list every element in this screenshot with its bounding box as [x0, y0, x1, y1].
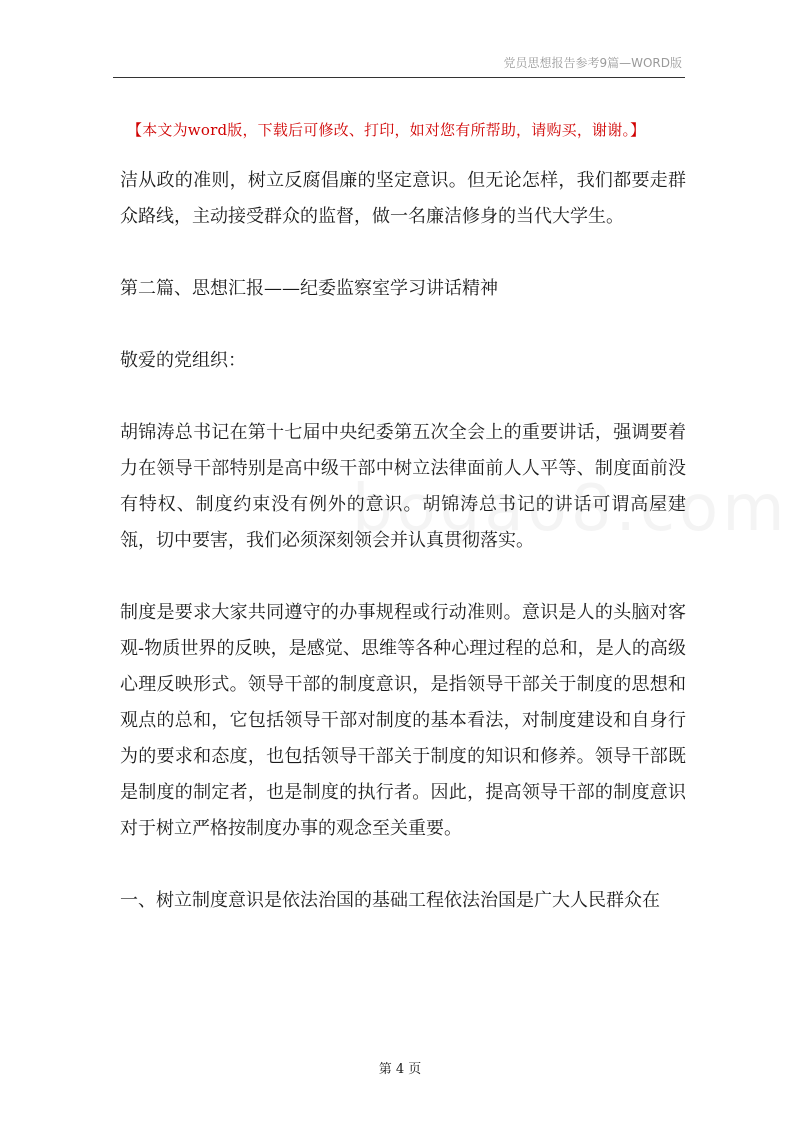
document-body — [120, 163, 686, 919]
page-header — [113, 50, 685, 78]
paragraph-3: 制度是要求大家共同遵守的办事规程或行动准则。意识是人的头脑对客观-物质世界的反映，是感觉、思维等各种心理过程的总和，是人的高级心理反映形式。领导干部的制度意识，是指领导干部关于制度的思想和观点的总和，它包括领导干部对制度的基本看法，对制度建设和自身行为的要求和态度，也包括领导干部关于制度的知识和修养。领导干部既是制度的制定者，也是制度的执行者。因此，提高领导干部的制度意识对于树立严格按制度办事的观念至关重要。 — [120, 602, 686, 839]
purchase-notice: 【本文为word版，下载后可修改、打印，如对您有所帮助，请购买，谢谢。】 — [127, 121, 646, 139]
page-number: 第 4 页 — [378, 1062, 422, 1077]
section-heading: 第二篇、思想汇报——纪委监察室学习讲话精神 — [120, 278, 498, 299]
header-title: 党员思想报告参考9篇—WORD版 — [503, 56, 682, 70]
paragraph-2: 胡锦涛总书记在第十七届中央纪委第五次全会上的重要讲话，强调要着力在领导干部特别是高中级干部中树立法律面前人人平等、制度面前没有特权、制度约束没有例外的意识。胡锦涛总书记的讲话可谓高屋建瓴，切中要害，我们必须深刻领会并认真贯彻落实。 — [120, 422, 686, 551]
paragraph-1: 洁从政的准则，树立反腐倡廉的坚定意识。但无论怎样，我们都要走群众路线，主动接受群众的监督，做一名廉洁修身的当代大学生。 — [120, 170, 686, 227]
paragraph-4: 一、树立制度意识是依法治国的基础工程依法治国是广大人民群众在 — [120, 890, 660, 911]
salutation: 敬爱的党组织： — [120, 350, 246, 371]
